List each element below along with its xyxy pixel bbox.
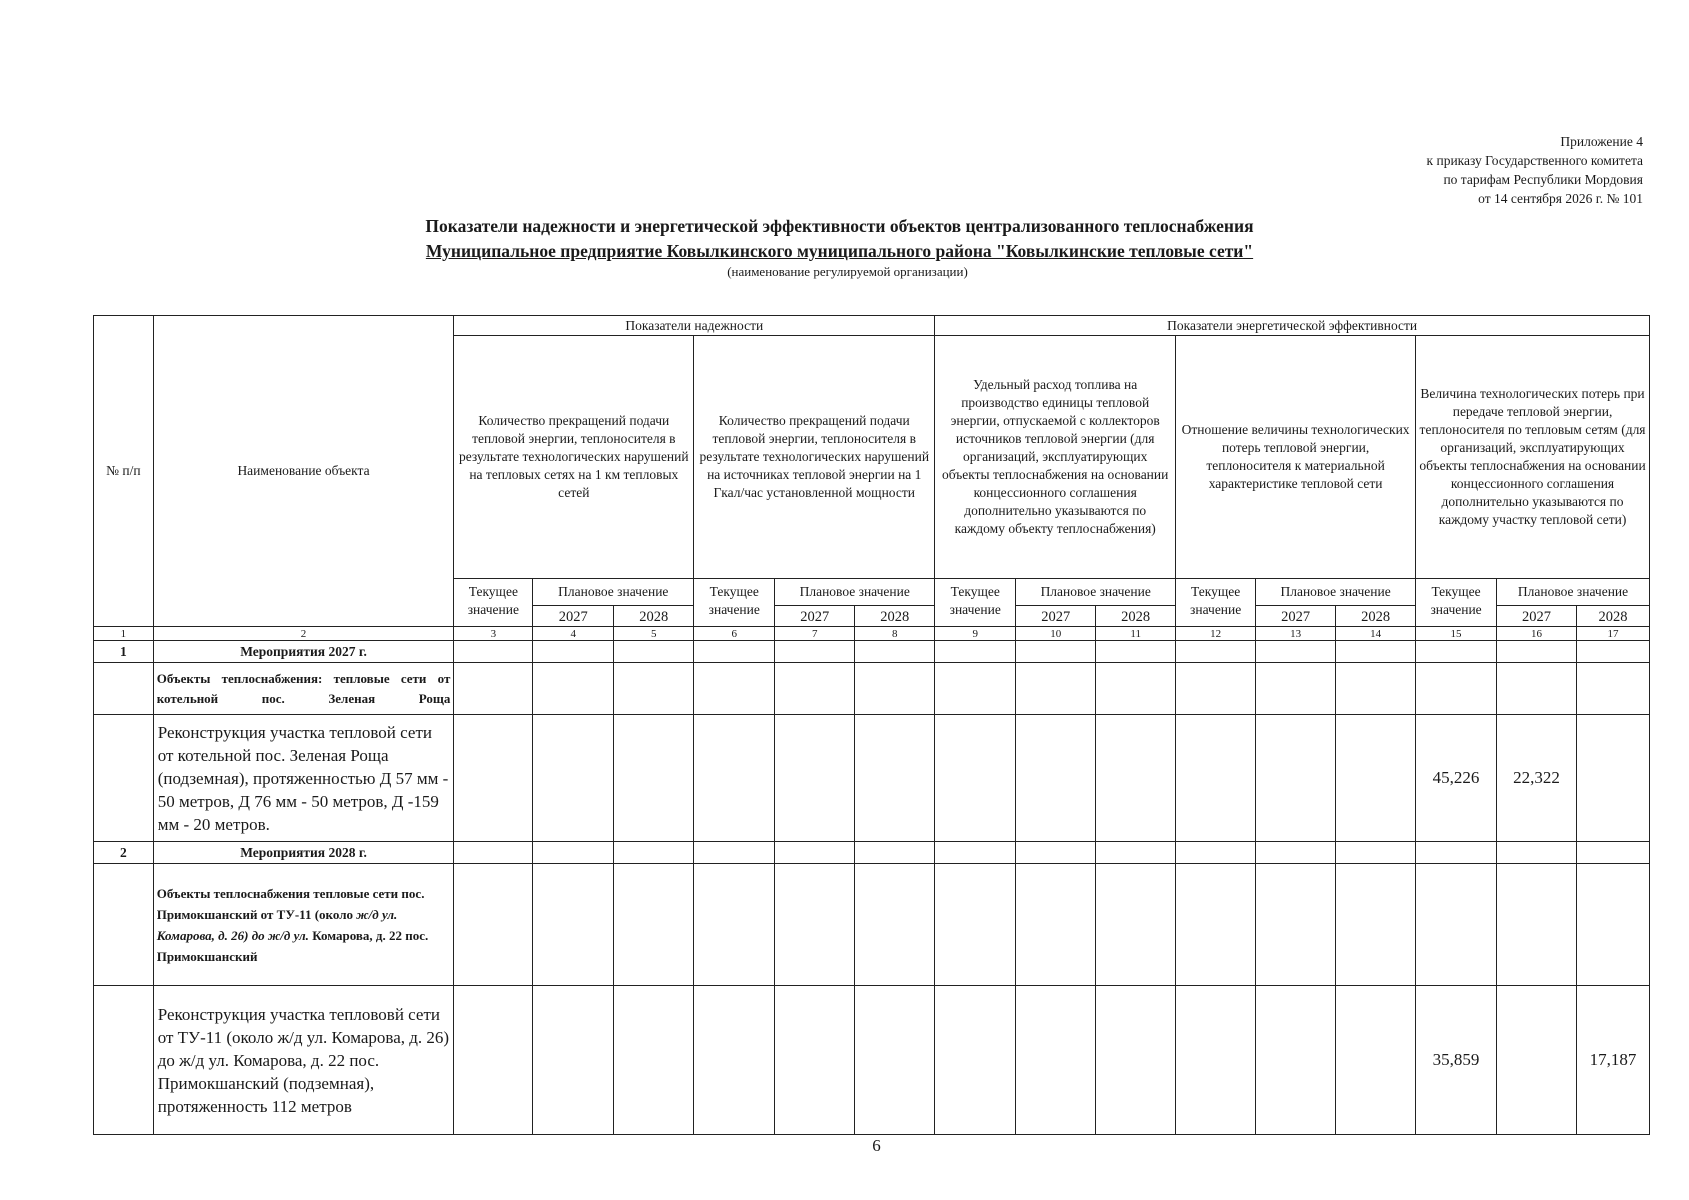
column-number: 2 [153,627,454,641]
section-row-2027 [94,641,1650,663]
column-number: 13 [1256,627,1336,641]
header-year: 2027 [1497,606,1577,627]
column-number: 14 [1336,627,1416,641]
section-row-2028 [94,842,1650,864]
object-title-italic: ж/д ул. Комарова, д. 26) до ж/д ул. [156,906,398,943]
header-indicator-3: Удельный расход топлива на производство единицы тепловой энергии, отпускаемой с коллекторов источников тепловой энергии (для организаций, эксплуатирующих объекты теплоснабжения на основании концессионного соглашения дополнительно указываются по каждому объекту теплоснабжения) [935,336,1176,579]
object-title-part: Комарова, д. 22 пос. Примокшанский [156,927,429,964]
header-year: 2028 [855,606,935,627]
section-title: Мероприятия 2027 г. [153,641,454,663]
column-number: 4 [533,627,614,641]
current-losses-value: 35,859 [1416,986,1497,1135]
header-year: 2027 [1256,606,1336,627]
planned-losses-2027: 22,322 [1497,715,1577,842]
object-row-1 [94,663,1650,715]
header-indicator-2: Количество прекращений подачи тепловой энергии, теплоносителя в результате технологических нарушений на источниках тепловой энергии на 1 Гкал/час установленной мощности [694,336,935,579]
column-number: 11 [1096,627,1176,641]
column-number: 3 [454,627,533,641]
title-block [0,213,1689,281]
object-title: Объекты теплоснабжения: тепловые сети от котельной пос. Зеленая Роща [153,663,454,715]
header-indicator-5: Величина технологических потерь при передаче тепловой энергии, теплоносителя по тепловым сетям (для организаций, эксплуатирующих объекты теплоснабжения на основании концессионного соглашения дополнительно указываются по каждому участку тепловой сети) [1416,336,1650,579]
organization-caption: (наименование регулируемой организации) [727,264,968,279]
planned-losses-2028 [1577,715,1650,842]
organization-name: Муниципальное предприятие Ковылкинского муниципального района "Ковылкинские тепловые сети" [425,241,1254,261]
column-number: 12 [1176,627,1256,641]
measure-row-1 [94,715,1650,842]
header-indicator-1: Количество прекращений подачи тепловой энергии, теплоносителя в результате технологических нарушений на тепловых сетях на 1 км тепловых сетей [454,336,694,579]
header-current: Текущее значение [694,579,775,627]
header-indicator-4: Отношение величины технологических потерь тепловой энергии, теплоносителя к материальной характеристике тепловой сети [1176,336,1416,579]
section-number: 2 [94,842,154,864]
header-year: 2028 [614,606,694,627]
appendix-line: Приложение 4 [1560,134,1643,149]
section-title: Мероприятия 2028 г. [153,842,454,864]
column-number: 1 [94,627,154,641]
header-year: 2028 [1577,606,1650,627]
header-current: Текущее значение [454,579,533,627]
column-number: 9 [935,627,1016,641]
object-title [153,864,454,986]
header-group-efficiency: Показатели энергетической эффективности [935,316,1650,336]
indicators-table [93,315,1650,1135]
appendix-line: от 14 сентября 2026 г. № 101 [1478,191,1643,206]
header-year: 2028 [1096,606,1176,627]
column-number: 6 [694,627,775,641]
measure-row-2 [94,986,1650,1135]
object-row-2 [94,864,1650,986]
appendix-line: по тарифам Республики Мордовия [1443,172,1643,187]
header-no: № п/п [94,316,154,627]
header-planned: Плановое значение [1256,579,1416,606]
header-planned: Плановое значение [775,579,935,606]
appendix-header [1427,132,1643,208]
header-planned: Плановое значение [533,579,694,606]
column-number: 16 [1497,627,1577,641]
column-number: 15 [1416,627,1497,641]
header-year: 2027 [1016,606,1096,627]
header-year: 2027 [533,606,614,627]
measure-description: Реконструкция участка тепловой сети от котельной пос. Зеленая Роща (подземная), протяженностью Д 57 мм - 50 метров, Д 76 мм - 50 метров, Д -159 мм - 20 метров. [153,715,454,842]
document-title: Показатели надежности и энергетической эффективности объектов централизованного теплоснабжения [425,216,1254,236]
header-year: 2027 [775,606,855,627]
column-number-row [94,627,1650,641]
page-number: 6 [872,1136,881,1155]
object-title-part: Объекты теплоснабжения тепловые сети пос. Примокшанский от ТУ-11 (около [156,885,425,922]
current-losses-value: 45,226 [1416,715,1497,842]
header-planned: Плановое значение [1497,579,1650,606]
measure-description: Реконструкция участка теплововй сети от ТУ-11 (около ж/д ул. Комарова, д. 26) до ж/д ул. Комарова, д. 22 пос. Примокшанский (подземная), протяженность 112 метров [153,986,454,1135]
header-current: Текущее значение [935,579,1016,627]
header-object-name: Наименование объекта [153,316,454,627]
section-number: 1 [94,641,154,663]
column-number: 7 [775,627,855,641]
planned-losses-2027 [1497,986,1577,1135]
column-number: 10 [1016,627,1096,641]
header-planned: Плановое значение [1016,579,1176,606]
column-number: 5 [614,627,694,641]
column-number: 17 [1577,627,1650,641]
planned-losses-2028: 17,187 [1577,986,1650,1135]
header-current: Текущее значение [1176,579,1256,627]
column-number: 8 [855,627,935,641]
header-group-reliability: Показатели надежности [454,316,935,336]
appendix-line: к приказу Государственного комитета [1426,153,1643,168]
header-current: Текущее значение [1416,579,1497,627]
header-year: 2028 [1336,606,1416,627]
